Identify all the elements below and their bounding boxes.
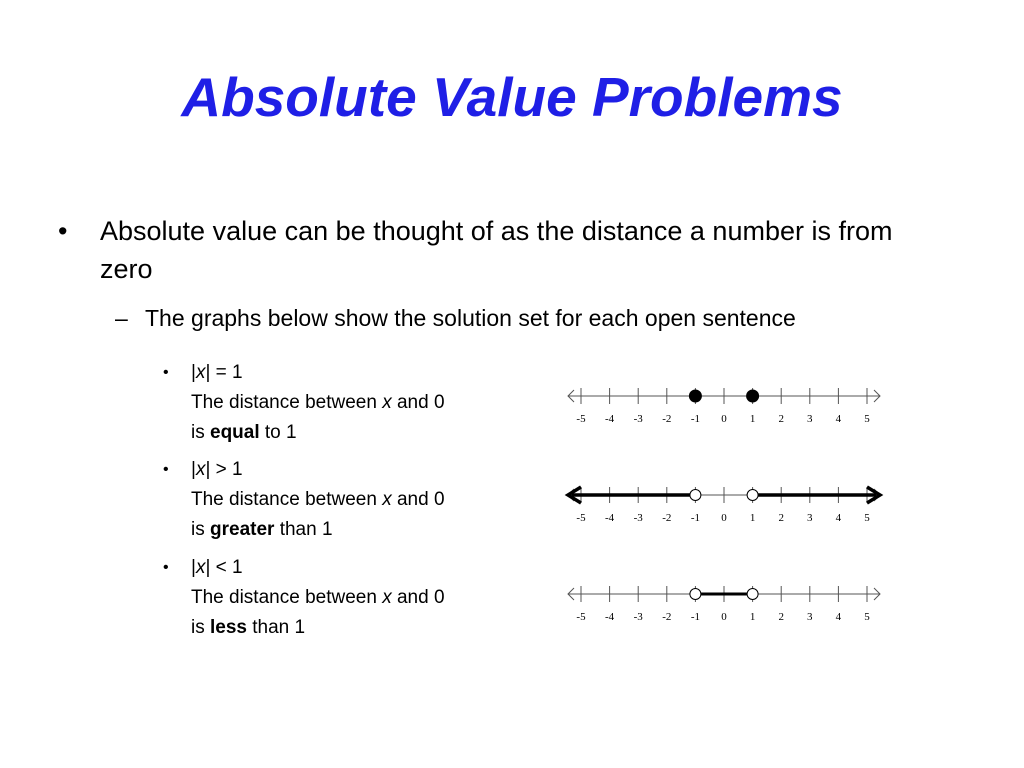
bullet-marker: •: [163, 364, 169, 381]
number-line-greater: [560, 483, 890, 533]
tick-label: 4: [835, 413, 842, 425]
tick-label: -2: [662, 413, 672, 425]
number-line-graph: [560, 483, 890, 533]
number-line-graph: [560, 384, 890, 434]
closed-point: [747, 390, 759, 402]
description-line: The distance between x and 0: [191, 392, 445, 413]
closed-point: [689, 390, 701, 402]
comparison-line: is greater than 1: [191, 519, 333, 540]
bullet-marker: •: [163, 461, 169, 478]
tick-label: -2: [662, 512, 672, 524]
tick-label: -3: [633, 512, 643, 524]
open-point: [690, 589, 701, 600]
tick-label: 0: [721, 512, 727, 524]
number-line-graph: [560, 582, 890, 632]
tick-label: 1: [749, 611, 756, 623]
tick-label: 2: [778, 611, 784, 623]
tick-label: -1: [690, 611, 700, 623]
bullet-main: [58, 212, 938, 288]
bullet-sub: [115, 302, 975, 334]
tick-label: 4: [835, 611, 842, 623]
tick-label: 0: [721, 413, 727, 425]
bullet-marker: •: [163, 559, 169, 576]
equation: |x| = 1: [191, 362, 243, 383]
open-point: [747, 490, 758, 501]
dash-marker: –: [115, 305, 128, 331]
tick-label: 3: [807, 413, 813, 425]
comparison-line: is equal to 1: [191, 422, 297, 443]
tick-label: 1: [749, 512, 756, 524]
tick-label: 4: [835, 512, 842, 524]
keyword: greater: [210, 519, 275, 540]
tick-label: 5: [864, 512, 870, 524]
open-point: [747, 589, 758, 600]
number-line-less: [560, 582, 890, 632]
tick-label: -4: [605, 413, 615, 425]
tick-label: 3: [807, 512, 813, 524]
tick-label: 2: [778, 512, 784, 524]
tick-label: -5: [576, 611, 586, 623]
tick-label: -2: [662, 611, 672, 623]
tick-label: -4: [605, 611, 615, 623]
tick-label: -1: [690, 413, 700, 425]
keyword: less: [210, 617, 247, 638]
sentence-item-less: [163, 553, 553, 643]
sentence-item-greater: [163, 455, 553, 545]
description-line: The distance between x and 0: [191, 489, 445, 510]
tick-label: -5: [576, 512, 586, 524]
tick-label: -1: [690, 512, 700, 524]
comparison-line: is less than 1: [191, 617, 306, 638]
number-line-equal: [560, 384, 890, 434]
tick-label: 1: [749, 413, 756, 425]
bullet-sub-text: The graphs below show the solution set for each open sentence: [145, 305, 796, 331]
tick-label: 5: [864, 611, 870, 623]
tick-label: -5: [576, 413, 586, 425]
tick-label: 5: [864, 413, 870, 425]
bullet-main-text: Absolute value can be thought of as the distance a number is from zero: [100, 216, 893, 284]
equation: |x| < 1: [191, 557, 243, 578]
tick-label: 3: [807, 611, 813, 623]
tick-label: 2: [778, 413, 784, 425]
bullet-marker: •: [58, 216, 68, 246]
tick-label: -3: [633, 413, 643, 425]
tick-label: 0: [721, 611, 727, 623]
slide-title: Absolute Value Problems: [181, 66, 843, 128]
description-line: The distance between x and 0: [191, 587, 445, 608]
sentence-item-equal: [163, 358, 553, 448]
tick-label: -4: [605, 512, 615, 524]
equation: |x| > 1: [191, 459, 243, 480]
tick-label: -3: [633, 611, 643, 623]
open-point: [690, 490, 701, 501]
keyword: equal: [210, 422, 260, 443]
